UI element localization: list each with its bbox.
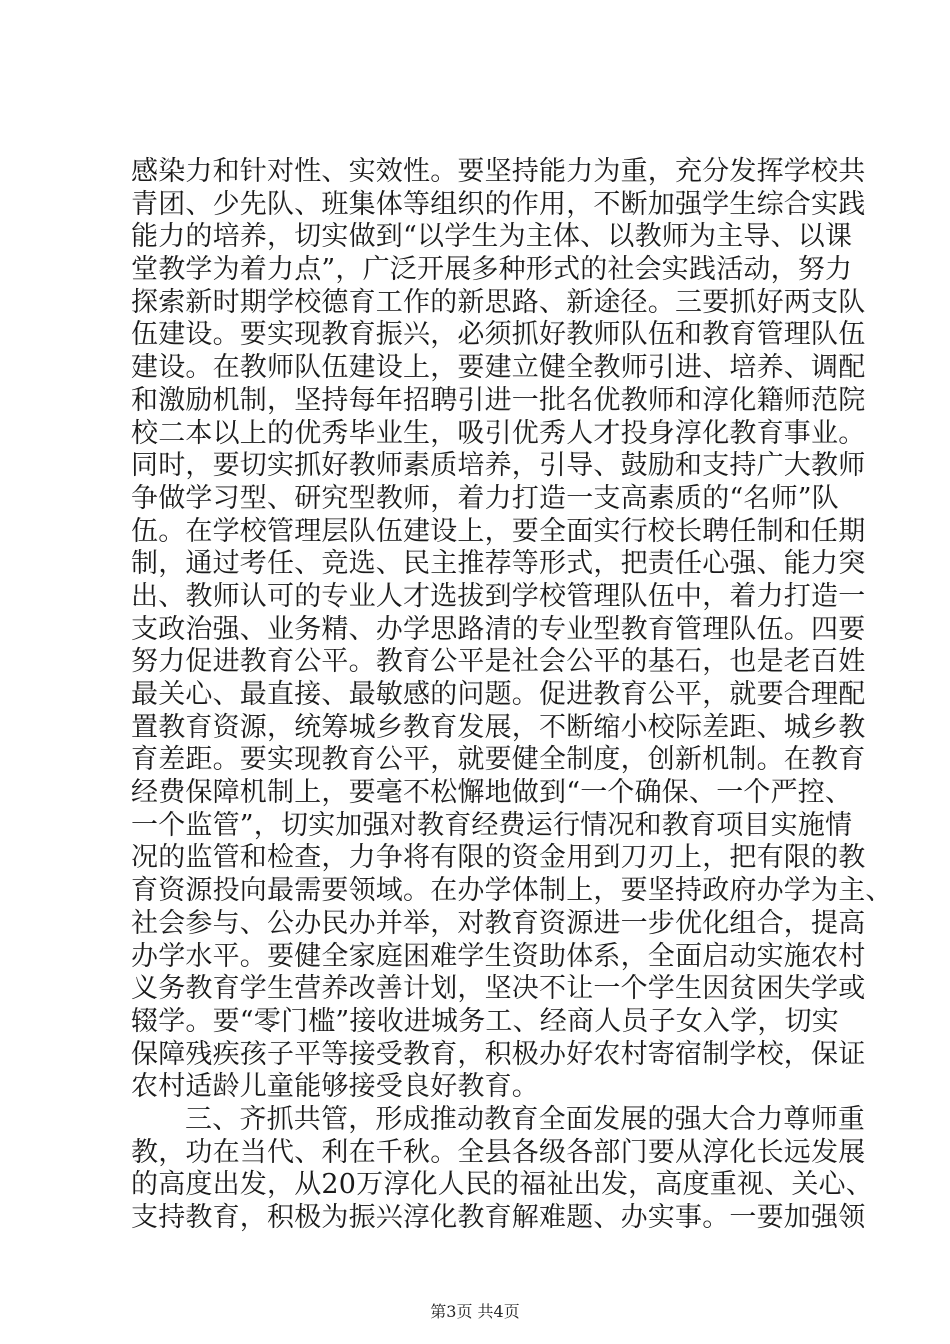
text-line: 育差距。要实现教育公平，就要健全制度，创新机制。在教育 — [131, 744, 866, 776]
text-line: 努力促进教育公平。教育公平是社会公平的基石，也是老百姓 — [131, 646, 866, 678]
text-line: 能力的培养，切实做到“以学生为主体、以教师为主导、以课 — [131, 221, 853, 253]
text-line: 育资源投向最需要领域。在办学体制上，要坚持政府办学为主、 — [131, 875, 893, 907]
text-line: 教，功在当代、利在千秋。全县各级各部门要从淳化长远发展 — [131, 1136, 866, 1168]
text-line: 一个监管”，切实加强对教育经费运行情况和教育项目实施情 — [131, 809, 853, 841]
text-line: 青团、少先队、班集体等组织的作用，不断加强学生综合实践 — [131, 188, 866, 220]
page-number: 第3页 共4页 — [430, 1302, 520, 1321]
text-line: 建设。在教师队伍建设上，要建立健全教师引进、培养、调配 — [131, 352, 866, 384]
text-line: 农村适龄儿童能够接受良好教育。 — [131, 1071, 539, 1103]
text-line: 校二本以上的优秀毕业生，吸引优秀人才投身淳化教育事业。 — [131, 417, 866, 449]
text-line: 经费保障机制上，要毫不松懈地做到“一个确保、一个严控、 — [131, 777, 853, 809]
text-line: 义务教育学生营养改善计划，坚决不让一个学生因贫困失学或 — [131, 973, 866, 1005]
text-line: 出、教师认可的专业人才选拔到学校管理队伍中，着力打造一 — [131, 580, 866, 612]
page-footer — [0, 1299, 950, 1322]
text-line: 堂教学为着力点”，广泛开展多种形式的社会实践活动，努力 — [131, 254, 853, 286]
text-line: 辍学。要“零门槛”接收进城务工、经商人员子女入学，切实 — [131, 1005, 840, 1037]
text-line: 支政治强、业务精、办学思路清的专业型教育管理队伍。四要 — [131, 613, 866, 645]
text-line: 社会参与、公办民办并举，对教育资源进一步优化组合，提高 — [131, 907, 866, 939]
text-line: 同时，要切实抓好教师素质培养，引导、鼓励和支持广大教师 — [131, 450, 866, 482]
text-line: 保障残疾孩子平等接受教育，积极办好农村寄宿制学校，保证 — [131, 1038, 866, 1070]
text-line: 支持教育，积极为振兴淳化教育解难题、办实事。一要加强领 — [131, 1202, 866, 1233]
text-line: 争做学习型、研究型教师，着力打造一支高素质的“名师”队 — [131, 482, 840, 514]
text-line: 伍建设。要实现教育振兴，必须抓好教师队伍和教育管理队伍 — [131, 319, 866, 351]
text-line: 和激励机制，坚持每年招聘引进一批名优教师和淳化籍师范院 — [131, 384, 866, 416]
section-heading-line: 三、齐抓共管，形成推动教育全面发展的强大合力尊师重 — [185, 1103, 865, 1135]
text-line: 感染力和针对性、实效性。要坚持能力为重，充分发挥学校共 — [131, 156, 866, 187]
text-line: 探索新时期学校德育工作的新思路、新途径。三要抓好两支队 — [131, 286, 866, 318]
text-line: 办学水平。要健全家庭困难学生资助体系，全面启动实施农村 — [131, 940, 866, 972]
text-line: 的高度出发，从20万淳化人民的福祉出发，高度重视、关心、 — [131, 1169, 873, 1201]
body-text — [131, 156, 893, 1235]
text-line: 制，通过考任、竞选、民主推荐等形式，把责任心强、能力突 — [131, 548, 866, 580]
text-line: 最关心、最直接、最敏感的问题。促进教育公平，就要合理配 — [131, 679, 866, 710]
text-line: 置教育资源，统筹城乡教育发展，不断缩小校际差距、城乡教 — [131, 711, 866, 743]
text-line: 况的监管和检查，力争将有限的资金用到刀刃上，把有限的教 — [131, 842, 866, 874]
text-line: 伍。在学校管理层队伍建设上，要全面实行校长聘任制和任期 — [131, 515, 866, 547]
